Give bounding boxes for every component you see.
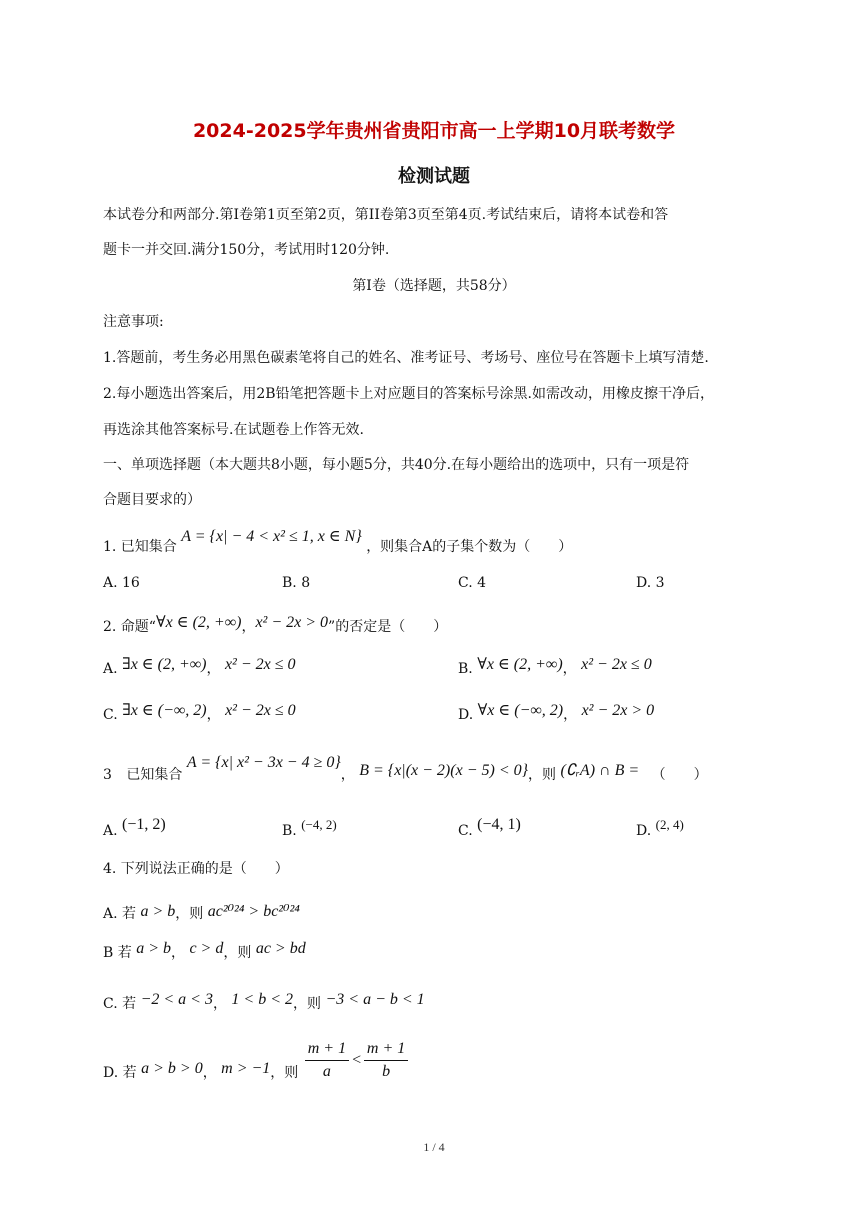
q4-b-math-1: a > b [136, 940, 171, 957]
notes-heading: 注意事项: [103, 314, 164, 330]
q3-then: ，则 [528, 767, 557, 783]
q3-blank: （ ） [651, 767, 708, 783]
q3-d-label: D. [636, 823, 652, 839]
q4-c-math-3: −3 < a − b < 1 [325, 991, 425, 1008]
q4-a-then: ，则 [175, 906, 204, 922]
q2-a-label: A. [103, 661, 118, 677]
q2-b-math-2: x² − 2x ≤ 0 [581, 656, 652, 673]
q1-suffix: ，则集合A的子集个数为（ ） [366, 539, 573, 555]
q2-b-math-1: ∀x ∈ (2, +∞) [477, 656, 563, 673]
part-heading: 一、单项选择题（本大题共8小题，每小题5分，共40分.在每小题给出的选项中，只有一项是符 [103, 457, 690, 473]
q2-a-math-1: ∃x ∈ (2, +∞) [122, 656, 207, 673]
q1-math: A = {x| − 4 < x² ≤ 1, x ∈ N} [181, 528, 362, 545]
question-2 [103, 614, 448, 636]
q3-number: 3 [103, 767, 112, 783]
q4-d-fraction-2 [364, 1038, 408, 1083]
q3-a-value: (−1, 2) [122, 816, 166, 833]
q4-d-label: D. 若 [103, 1064, 137, 1081]
note-2-cont: 再选涂其他答案标号.在试题卷上作答无效. [103, 422, 364, 438]
q4-d-fraction-1 [305, 1038, 349, 1083]
q4-option-d: D. 若 a > b > 0， m > −1，则 $\frac{m + 1}{a}$ < $\frac{m + 1}{b}$ [103, 1038, 410, 1083]
q2-d-label: D. [458, 707, 474, 723]
q4-c-math-2: 1 < b < 2 [231, 991, 294, 1008]
document-subtitle: 检测试题 [398, 166, 470, 187]
q2-comma: ， [241, 619, 256, 635]
q3-option-d [636, 817, 684, 840]
q1-option-c: C. 4 [458, 575, 487, 591]
q2-math-2: x² − 2x > 0 [255, 614, 329, 631]
note-2: 2.每小题选出答案后，用2B铅笔把答题卡上对应题目的答案标号涂黑.如需改动，用橡皮擦干净后， [103, 386, 715, 402]
q2-b-label: B. [458, 661, 473, 677]
q2-option-b: B. ∀x ∈ (2, +∞)， x² − 2x ≤ 0 [458, 656, 652, 677]
q3-prefix: 已知集合 [126, 767, 183, 783]
q2-option-d: D. ∀x ∈ (−∞, 2)， x² − 2x > 0 [458, 702, 655, 723]
question-3: 3 已知集合 A = {x| x² − 3x − 4 ≥ 0}， B = {x|(x − 2)(x − 5) < 0}，则 (∁ᵣA) ∩ B = （ ） [103, 754, 708, 783]
page-number: 1 / 4 [423, 1140, 445, 1154]
q4-a-math-1: a > b [140, 903, 176, 920]
q3-d-value: (2, 4) [655, 817, 684, 832]
q4-d-den-2: b [382, 1063, 391, 1080]
q4-b-math-3: ac > bd [255, 940, 306, 957]
part-heading-cont: 合题目要求的） [103, 492, 201, 508]
q2-c-label: C. [103, 707, 118, 723]
q3-option-b [282, 817, 337, 840]
document-title: 2024-2025学年贵州省贵阳市高一上学期10月联考数学 [192, 120, 676, 142]
q3-c-label: C. [458, 823, 473, 839]
q2-c-math-1: ∃x ∈ (−∞, 2) [122, 702, 207, 719]
q2-prefix: 2. 命题“ [103, 619, 156, 635]
q3-math-b: B = {x|(x − 2)(x − 5) < 0} [359, 762, 529, 779]
q2-math-1: ∀x ∈ (2, +∞) [155, 614, 242, 631]
q4-c-then: ，则 [293, 996, 322, 1012]
q3-c-value: (−4, 1) [477, 816, 521, 833]
q4-d-math-1: a > b > 0 [141, 1059, 203, 1077]
q1-option-a: A. 16 [103, 575, 140, 591]
q2-suffix: ”的否定是（ ） [328, 619, 448, 635]
q4-option-a [103, 905, 300, 923]
q3-option-c [458, 816, 521, 840]
q3-a-label: A. [103, 823, 118, 839]
q3-b-label: B. [282, 823, 297, 839]
q4-b-math-2: c > d [189, 940, 224, 957]
q4-d-lt: < [351, 1051, 362, 1069]
q4-d-math-2: m > −1 [221, 1059, 271, 1077]
q4-option-b: B 若 a > b， c > d，则 ac > bd [103, 940, 306, 961]
q4-b-then: ，则 [223, 945, 252, 961]
q1-option-b: B. 8 [282, 575, 311, 591]
section-heading: 第I卷（选择题，共58分） [352, 278, 516, 294]
q1-option-d: D. 3 [636, 575, 665, 591]
q4-d-den-1: a [322, 1063, 331, 1080]
q3-option-a [103, 816, 166, 840]
q3-math-c: (∁ᵣA) ∩ B = [560, 762, 640, 779]
q4-d-num-1: m + 1 [305, 1038, 349, 1061]
question-4: 4. 下列说法正确的是（ ） [103, 861, 289, 877]
q2-option-c: C. ∃x ∈ (−∞, 2)， x² − 2x ≤ 0 [103, 702, 296, 723]
q2-d-math-1: ∀x ∈ (−∞, 2) [477, 702, 564, 719]
q2-a-math-2: x² − 2x ≤ 0 [224, 656, 296, 673]
q4-option-c: C. 若 −2 < a < 3， 1 < b < 2，则 −3 < a − b < 1 [103, 991, 425, 1012]
q2-c-math-2: x² − 2x ≤ 0 [225, 702, 296, 719]
q4-d-then: ，则 [270, 1064, 299, 1081]
q3-b-value: (−4, 2) [301, 817, 337, 832]
q3-math-a: A = {x| x² − 3x − 4 ≥ 0} [186, 754, 341, 771]
q4-a-math-2: ac²⁰²⁴ > bc²⁰²⁴ [207, 903, 300, 920]
q2-d-math-2: x² − 2x > 0 [581, 702, 655, 719]
q4-d-num-2: m + 1 [364, 1038, 408, 1061]
q4-c-label: C. 若 [103, 996, 137, 1012]
note-1: 1.答题前，考生务必用黑色碳素笔将自己的姓名、准考证号、考场号、座位号在答题卡上填写清楚. [103, 350, 709, 366]
q4-a-label: A. 若 [103, 906, 137, 922]
q4-b-label: B 若 [103, 945, 132, 961]
intro-line-1: 本试卷分和两部分.第I卷第1页至第2页，第II卷第3页至第4页.考试结束后，请将本试卷和答 [103, 207, 669, 223]
intro-line-2: 题卡一并交回.满分150分，考试用时120分钟. [103, 242, 390, 258]
q1-prefix: 1. 已知集合 [103, 539, 177, 555]
q2-option-a: A. ∃x ∈ (2, +∞)， x² − 2x ≤ 0 [103, 656, 296, 677]
q4-c-math-1: −2 < a < 3 [140, 991, 213, 1008]
question-1 [103, 528, 573, 556]
